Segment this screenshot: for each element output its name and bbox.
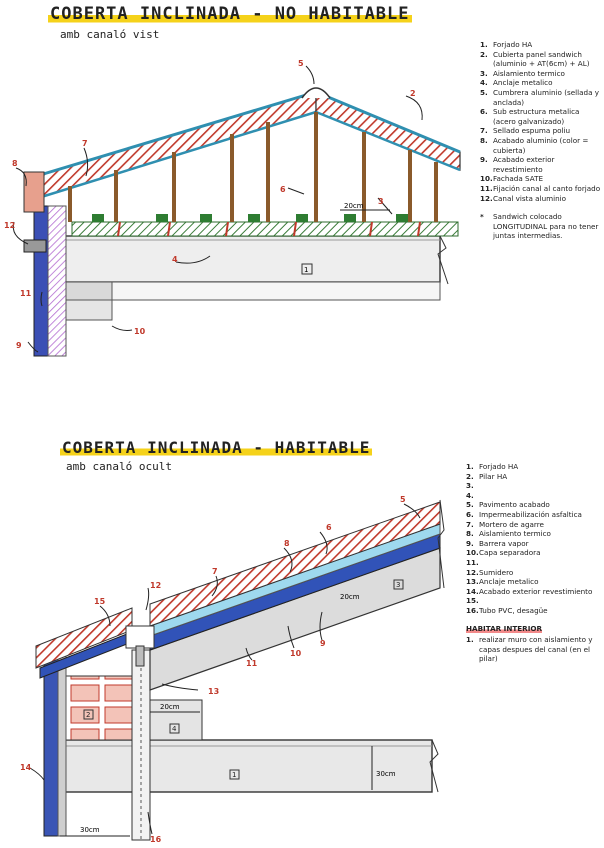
bottom-tag-16: 16	[150, 835, 162, 844]
top-legend-text: Acabado exterior revestimiento	[493, 155, 555, 174]
bottom-legend-number: 15.	[466, 596, 479, 606]
bottom-legend-number: 13.	[466, 577, 479, 587]
top-legend-text: Acabado aluminio (color = cubierta)	[493, 135, 589, 155]
top-legend	[480, 40, 602, 241]
bottom-legend-number: 8.	[466, 529, 474, 539]
top-tag-10: 10	[134, 327, 146, 336]
bottom-tag-6: 6	[326, 523, 332, 532]
bottom-tag-11: 11	[246, 659, 258, 668]
top-tag-12: 12	[4, 221, 16, 230]
top-legend-text: Fijación canal al canto forjado	[493, 183, 601, 193]
top-legend-number: 2.	[480, 49, 488, 59]
bottom-tag-7: 7	[212, 567, 218, 576]
top-tag-5: 5	[298, 59, 304, 68]
bottom-dim-20-slab: 20cm	[340, 593, 360, 601]
top-legend-number: 4.	[480, 78, 488, 88]
top-tag-1: 1	[304, 266, 309, 274]
bottom-legend-item	[466, 481, 602, 491]
top-tag-7: 7	[82, 139, 88, 148]
bottom-dim-20-beam: 20cm	[160, 703, 180, 711]
bottom-legend-number: 3.	[466, 481, 474, 491]
bottom-legend-item	[466, 568, 602, 578]
bottom-tag-15: 15	[94, 597, 106, 606]
top-legend-item	[480, 136, 602, 155]
top-dim-20: 20cm	[344, 202, 364, 210]
top-legend-text: Cubierta panel sandwich (aluminio + AT(6cm) + AL)	[493, 49, 590, 69]
top-legend-item	[480, 88, 602, 107]
bottom-legend-text: Barrera vapor	[479, 538, 529, 548]
bottom-title-text: COBERTA INCLINADA - HABITABLE	[62, 438, 371, 457]
top-tag-8: 8	[12, 159, 18, 168]
top-legend-number: 5.	[480, 87, 488, 97]
top-tag-11: 11	[20, 289, 32, 298]
bottom-tag-8: 8	[284, 539, 290, 548]
bottom-legend-text: Forjado HA	[479, 462, 519, 471]
top-legend-item	[480, 40, 602, 50]
top-legend-number: 7.	[480, 126, 488, 136]
bottom-tag-4: 4	[172, 725, 177, 733]
top-legend-number: 10.	[480, 174, 493, 184]
bottom-extra-text: realizar muro con aislamiento y capas despues del canal (en el pilar)	[479, 635, 593, 664]
bottom-legend-text: Acabado exterior revestimiento	[479, 586, 593, 596]
top-legend-number: 9.	[480, 155, 488, 165]
top-legend-list	[480, 40, 602, 203]
top-legend-text: Forjado HA	[493, 40, 533, 49]
top-note-text: Sandwich colocado LONGITUDINAL para no tener juntas intermedias.	[493, 212, 599, 241]
bottom-legend-item	[466, 510, 602, 520]
top-legend-item	[480, 194, 602, 204]
top-legend-item	[480, 69, 602, 79]
bottom-legend-number: 5.	[466, 500, 474, 510]
bottom-legend-text: Mortero de agarre	[479, 519, 544, 529]
bottom-tag-5: 5	[400, 495, 406, 504]
bottom-legend-text: Aislamiento termico	[479, 529, 551, 539]
bottom-legend	[466, 462, 602, 664]
bottom-legend-number: 6.	[466, 509, 474, 519]
bottom-legend-text: Anclaje metalico	[479, 577, 539, 587]
top-legend-number: 12.	[480, 193, 493, 203]
bottom-legend-item	[466, 529, 602, 539]
bottom-legend-item	[466, 558, 602, 568]
bottom-dim-30-slab: 30cm	[376, 770, 396, 778]
bottom-extra-mark: 1.	[466, 635, 474, 645]
top-legend-number: 3.	[480, 68, 488, 78]
top-legend-item	[480, 126, 602, 136]
bottom-tag-9: 9	[320, 639, 326, 648]
top-legend-item	[480, 184, 602, 194]
top-legend-text: Fachada SATE	[493, 174, 544, 184]
bottom-legend-number: 1.	[466, 462, 474, 471]
bottom-legend-item	[466, 539, 602, 549]
top-legend-note	[480, 212, 602, 241]
top-title-text: COBERTA INCLINADA - NO HABITABLE	[50, 4, 410, 24]
top-tag-4: 4	[172, 255, 178, 264]
top-legend-text: Sellado espuma poliu	[493, 126, 571, 136]
bottom-legend-item	[466, 500, 602, 510]
top-tag-2: 2	[410, 89, 416, 98]
bottom-legend-number: 2.	[466, 471, 474, 481]
bottom-legend-item	[466, 548, 602, 558]
bottom-title	[60, 438, 372, 457]
bottom-legend-item	[466, 577, 602, 587]
top-roof-section	[4, 59, 460, 356]
bottom-tag-10: 10	[290, 649, 302, 658]
bottom-subtitle: amb canaló ocult	[66, 460, 172, 473]
bottom-legend-item	[466, 472, 602, 482]
top-legend-item	[480, 107, 602, 126]
bottom-legend-item	[466, 491, 602, 501]
bottom-legend-number: 12.	[466, 567, 479, 577]
bottom-legend-text: Tubo PVC, desagüe	[479, 605, 548, 615]
bottom-legend-item	[466, 520, 602, 530]
bottom-dim-30-wall: 30cm	[80, 826, 100, 834]
top-legend-text: Cumbrera aluminio (sellada y anclada)	[493, 87, 600, 107]
top-subtitle: amb canaló vist	[60, 28, 160, 41]
bottom-legend-number: 16.	[466, 605, 479, 615]
bottom-legend-item	[466, 462, 602, 472]
bottom-legend-text: Sumidero	[479, 567, 514, 577]
bottom-legend-text: Pilar HA	[479, 471, 508, 481]
top-legend-text: Anclaje metalico	[493, 78, 553, 88]
bottom-legend-number: 7.	[466, 519, 474, 529]
top-title	[48, 4, 412, 24]
top-legend-item	[480, 78, 602, 88]
bottom-legend-text: Capa separadora	[479, 548, 541, 558]
top-legend-text: Canal vista aluminio	[493, 193, 567, 203]
top-tag-6: 6	[280, 185, 286, 194]
bottom-extra-note	[466, 635, 602, 664]
bottom-tag-3: 3	[396, 581, 401, 589]
bottom-legend-text: Impermeabilización asfaltica	[479, 509, 582, 519]
top-legend-text: Sub estructura metalica (acero galvanizado)	[493, 107, 580, 126]
bottom-tag-2: 2	[86, 711, 91, 719]
top-legend-number: 11.	[480, 183, 493, 193]
bottom-tag-1: 1	[232, 771, 237, 779]
bottom-tag-14: 14	[20, 763, 32, 772]
bottom-legend-number: 9.	[466, 538, 474, 548]
bottom-legend-number: 14.	[466, 586, 479, 596]
bottom-extra-head: HABITAR INTERIOR	[466, 623, 543, 633]
top-tag-9: 9	[16, 341, 22, 350]
bottom-legend-item	[466, 606, 602, 616]
bottom-roof-section	[20, 495, 444, 844]
bottom-legend-list	[466, 462, 602, 616]
bottom-legend-number: 4.	[466, 490, 474, 500]
top-legend-item	[480, 155, 602, 174]
top-legend-number: 1.	[480, 40, 488, 49]
bottom-legend-text: Pavimento acabado	[479, 500, 550, 510]
bottom-tag-12: 12	[150, 581, 162, 590]
top-legend-number: 8.	[480, 135, 488, 145]
top-legend-number: 6.	[480, 107, 488, 117]
bottom-legend-number: 11.	[466, 557, 479, 567]
bottom-tag-13: 13	[208, 687, 220, 696]
top-legend-item	[480, 50, 602, 69]
top-legend-text: Aislamiento termico	[493, 68, 565, 78]
bottom-legend-item	[466, 596, 602, 606]
top-legend-item	[480, 174, 602, 184]
bottom-legend-number: 10.	[466, 548, 479, 558]
top-note-mark: *	[480, 212, 484, 222]
top-tag-3: 3	[378, 197, 384, 206]
bottom-legend-item	[466, 587, 602, 597]
